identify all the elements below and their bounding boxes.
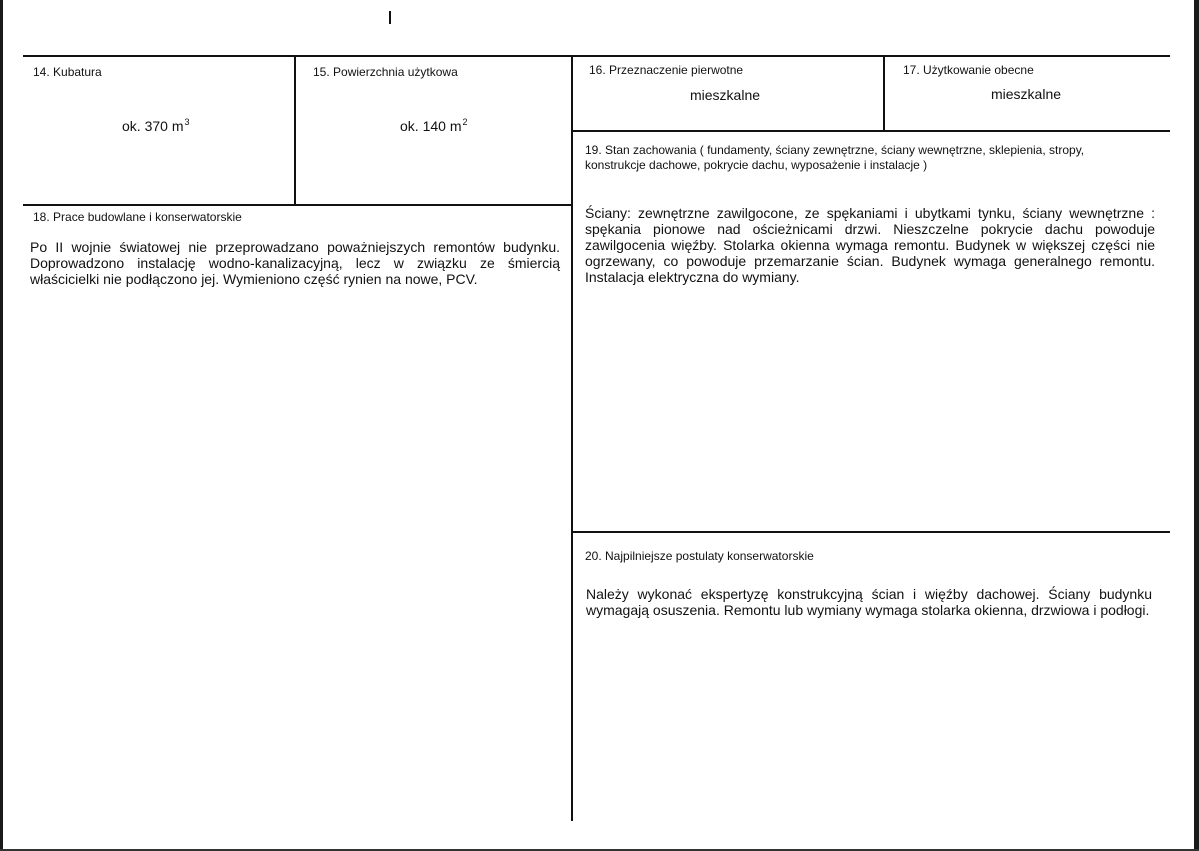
divider-14-15 (294, 56, 296, 206)
field-15-value-text: ok. 140 m (400, 118, 462, 134)
scan-edge-right (1194, 0, 1199, 851)
field-14-value-text: ok. 370 m (122, 118, 184, 134)
field-18-text: Po II wojnie światowej nie przeprowadzano poważniejszych remontów budynku. Doprowadzono instalację wodno-kanalizacyjną, lecz w związku ze śmiercią właścicielki nie podłączono jej. Wymieniono część rynien na nowe, PCV. (30, 239, 560, 287)
field-14-label: 14. Kubatura (33, 65, 102, 79)
field-15-label: 15. Powierzchnia użytkowa (313, 65, 458, 79)
field-19-label: 19. Stan zachowania ( fundamenty, ściany zewnętrzne, ściany wewnętrzne, sklepienia, stropy, konstrukcje dachowe, pokrycie dachu, wyposażenie i instalacje ) (585, 143, 1085, 172)
field-20-label: 20. Najpilniejsze postulaty konserwatorskie (585, 549, 814, 563)
field-20-text: Należy wykonać ekspertyzę konstrukcyjną ścian i więźby dachowej. Ściany budynku wymagają osuszenia. Remontu lub wymiany wymaga stolarka okienna, drzwiowa i podłogi. (586, 586, 1152, 618)
scan-edge-left (0, 0, 3, 851)
field-17-value: mieszkalne (991, 86, 1062, 102)
field-16-label: 16. Przeznaczenie pierwotne (589, 63, 744, 77)
field-19-text: Ściany: zewnętrzne zawilgocone, ze spękaniami i ubytkami tynku, ściany wewnętrzne : spękania pionowe nad ościeżnicami drzwi. Nieszczelne pokrycie dachu powoduje zawilgocenia więźby. Stolarka okienna wymaga remontu. Budynek w większej części nie ogrzewany, co powoduje przemarzanie ścian. Budynek wymaga generalnego remontu. Instalacja elektryczna do wymiany. (585, 205, 1155, 285)
field-18-label: 18. Prace budowlane i konserwatorskie (33, 210, 242, 224)
rule-under-16-17 (572, 130, 1170, 132)
center-divider (571, 56, 573, 821)
rule-above-20 (572, 531, 1170, 533)
field-15-value (400, 114, 468, 134)
field-17-label: 17. Użytkowanie obecne (903, 63, 1034, 77)
divider-16-17 (883, 56, 885, 131)
rule-under-14-15 (23, 204, 572, 206)
field-16-value: mieszkalne (690, 87, 761, 103)
field-14-value (122, 114, 190, 134)
top-rule (23, 55, 1170, 57)
field-14-exponent: 3 (184, 117, 190, 127)
top-mark (389, 11, 391, 24)
field-15-exponent: 2 (462, 117, 468, 127)
